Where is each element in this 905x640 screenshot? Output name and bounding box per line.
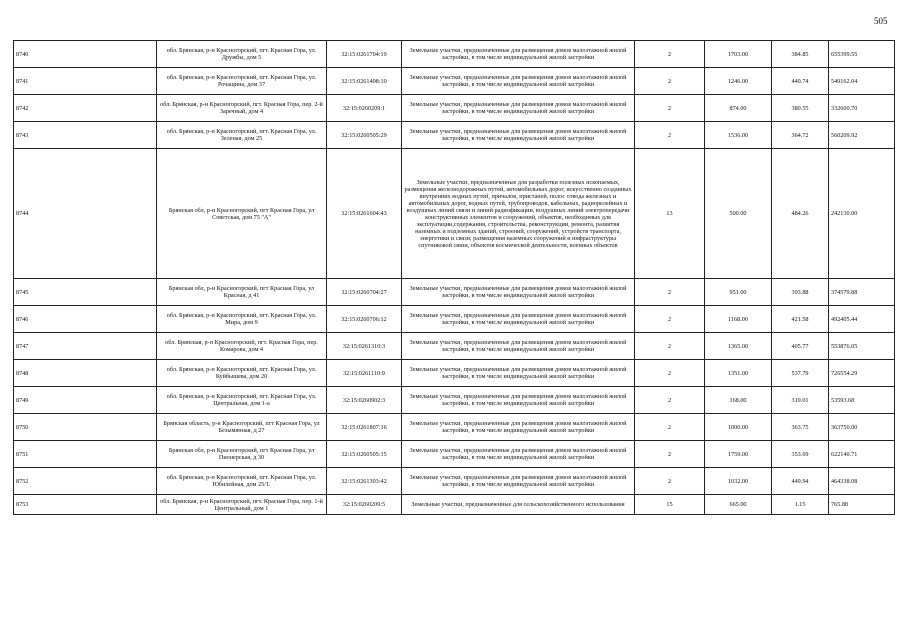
address-cell: обл. Брянская, р-н Красногорский, пгт. Красная Гора, ул. Центральная, дом 1-а [157,387,327,414]
cadastral-value-cell: 726554.29 [829,360,895,387]
area-cell: 1032.00 [705,468,772,495]
specific-value-cell: 364.72 [772,122,829,149]
category-cell: 15 [635,495,705,515]
record-number-cell: 8744 [14,149,157,279]
permitted-use-cell: Земельные участки, предназначенные для размещения домов малоэтажной жилой застройки, в том числе индивидуальной жилой застройки [402,306,635,333]
table-row [14,387,895,414]
specific-value-cell: 384.85 [772,41,829,68]
cadastral-value-cell: 332600.70 [829,95,895,122]
specific-value-cell: 449.94 [772,468,829,495]
address-cell: Брянская обл, р-н Красногорский, пгт Красная Гора, ул Советская, дом 75 "А" [157,149,327,279]
cadastral-number-cell: 32:15:0261110:9 [327,360,402,387]
category-cell: 2 [635,333,705,360]
area-cell: 1246.00 [705,68,772,95]
area-cell: 1536.00 [705,122,772,149]
record-number-cell: 8748 [14,360,157,387]
record-number-cell: 8753 [14,495,157,515]
address-cell: обл. Брянская, р-н Красногорский, пгт. Красная Гора, ул. Зеленая, дом 25 [157,122,327,149]
cadastral-number-cell: 32:15:0260902:3 [327,387,402,414]
cadastral-value-cell: 492405.44 [829,306,895,333]
table-body [14,41,895,515]
record-number-cell: 8747 [14,333,157,360]
table-row [14,441,895,468]
specific-value-cell: 537.79 [772,360,829,387]
category-cell: 2 [635,122,705,149]
address-cell: обл. Брянская, р-н Красногорский, пгт. Красная Гора, ул. Мира, дом 9 [157,306,327,333]
permitted-use-cell: Земельные участки, предназначенные для разработки полезных ископаемых, размещения железнодорожных путей, автомобильных дорог, искусственно созданных внутренних водных путей, причалов, пристаней, полос отвода железных и автомобильных дорог, водных путей, трубопроводов, кабельных, радиорелейных и воздушных линий связи и линий радиофикации, воздушных линий электропередачи конструктивных элементов и сооружений, объектов, необходимых для эксплуатации,содержания, строительства, реконструкции, ремонта, развития наземных и подземных зданий, строений, сооружений, устройств транспорта, энергетики и связи; размещения наземных сооружений и инфраструктуры спутниковой связи, объектов космической деятельности, военных объектов [402,149,635,279]
cadastral-value-cell: 622140.71 [829,441,895,468]
cadastral-value-cell: 553876.05 [829,333,895,360]
record-number-cell: 8741 [14,68,157,95]
specific-value-cell: 363.75 [772,414,829,441]
table-row [14,495,895,515]
area-cell: 1703.00 [705,41,772,68]
table-row [14,41,895,68]
record-number-cell: 8745 [14,279,157,306]
specific-value-cell: 484.26 [772,149,829,279]
table-row [14,122,895,149]
table-row [14,149,895,279]
category-cell: 13 [635,149,705,279]
page-number: 505 [874,16,888,26]
table-row [14,95,895,122]
cadastral-value-cell: 560209.92 [829,122,895,149]
cadastral-value-cell: 765.88 [829,495,895,515]
permitted-use-cell: Земельные участки, предназначенные для размещения домов малоэтажной жилой застройки, в том числе индивидуальной жилой застройки [402,279,635,306]
specific-value-cell: 1.15 [772,495,829,515]
address-cell: обл. Брянская, р-н Красногорский, пгт. Красная Гора, ул. Рочащина, дом 37 [157,68,327,95]
cadastral-value-cell: 374579.88 [829,279,895,306]
address-cell: обл. Брянская, р-н Красногорский, пгт. Красная Гора, пер. 2-й Заречный, дом 4 [157,95,327,122]
table-row [14,333,895,360]
table-row [14,68,895,95]
category-cell: 2 [635,68,705,95]
cadastral-value-cell: 655399.55 [829,41,895,68]
address-cell: обл. Брянская, р-н Красногорский, пгт. Красная Гора, пер. Комарова, дом 4 [157,333,327,360]
specific-value-cell: 421.58 [772,306,829,333]
cadastral-number-cell: 32:15:0261303:42 [327,468,402,495]
permitted-use-cell: Земельные участки, предназначенные для сельскохозяйственного использования [402,495,635,515]
specific-value-cell: 319.01 [772,387,829,414]
area-cell: 1000.00 [705,414,772,441]
category-cell: 2 [635,441,705,468]
cadastral-number-cell: 32:15:0260209:1 [327,95,402,122]
category-cell: 2 [635,414,705,441]
table-row [14,468,895,495]
area-cell: 1759.00 [705,441,772,468]
table-row [14,306,895,333]
table-row [14,360,895,387]
permitted-use-cell: Земельные участки, предназначенные для размещения домов малоэтажной жилой застройки, в том числе индивидуальной жилой застройки [402,95,635,122]
specific-value-cell: 440.74 [772,68,829,95]
cadastral-number-cell: 32:15:0260706:12 [327,306,402,333]
permitted-use-cell: Земельные участки, предназначенные для размещения домов малоэтажной жилой застройки, в том числе индивидуальной жилой застройки [402,468,635,495]
address-cell: обл. Брянская, р-н Красногорский, пгт. Красная Гора, ул. Куйбышева, дом 20 [157,360,327,387]
land-registry-table [13,40,895,515]
specific-value-cell: 393.88 [772,279,829,306]
area-cell: 168.00 [705,387,772,414]
cadastral-value-cell: 464338.08 [829,468,895,495]
specific-value-cell: 380.55 [772,95,829,122]
record-number-cell: 8751 [14,441,157,468]
cadastral-value-cell: 53593.68 [829,387,895,414]
permitted-use-cell: Земельные участки, предназначенные для размещения домов малоэтажной жилой застройки, в том числе индивидуальной жилой застройки [402,360,635,387]
record-number-cell: 8743 [14,122,157,149]
record-number-cell: 8746 [14,306,157,333]
area-cell: 665.00 [705,495,772,515]
permitted-use-cell: Земельные участки, предназначенные для размещения домов малоэтажной жилой застройки, в том числе индивидуальной жилой застройки [402,387,635,414]
record-number-cell: 8750 [14,414,157,441]
cadastral-number-cell: 32:15:0260505:29 [327,122,402,149]
address-cell: обл. Брянская, р-н Красногорский, пгт. Красная Гора, пер. 1-й Центральный, дом 1 [157,495,327,515]
area-cell: 500.00 [705,149,772,279]
cadastral-number-cell: 32:15:0260704:27 [327,279,402,306]
permitted-use-cell: Земельные участки, предназначенные для размещения домов малоэтажной жилой застройки, в том числе индивидуальной жилой застройки [402,414,635,441]
table-row [14,414,895,441]
cadastral-number-cell: 32:15:0261704:19 [327,41,402,68]
cadastral-value-cell: 363750.00 [829,414,895,441]
area-cell: 951.00 [705,279,772,306]
cadastral-value-cell: 549162.04 [829,68,895,95]
record-number-cell: 8740 [14,41,157,68]
address-cell: Брянская область, р-н Красногорский, пгт Красная Гора, ул Безымянная, д 27 [157,414,327,441]
permitted-use-cell: Земельные участки, предназначенные для размещения домов малоэтажной жилой застройки, в том числе индивидуальной жилой застройки [402,333,635,360]
permitted-use-cell: Земельные участки, предназначенные для размещения домов малоэтажной жилой застройки, в том числе индивидуальной жилой застройки [402,68,635,95]
category-cell: 2 [635,279,705,306]
cadastral-number-cell: 32:15:0261310:3 [327,333,402,360]
specific-value-cell: 405.77 [772,333,829,360]
category-cell: 2 [635,41,705,68]
cadastral-number-cell: 32:15:0260505:15 [327,441,402,468]
specific-value-cell: 353.69 [772,441,829,468]
category-cell: 2 [635,468,705,495]
area-cell: 1168.00 [705,306,772,333]
permitted-use-cell: Земельные участки, предназначенные для размещения домов малоэтажной жилой застройки, в том числе индивидуальной жилой застройки [402,41,635,68]
record-number-cell: 8752 [14,468,157,495]
address-cell: Брянская обл, р-н Красногорский, пгт Красная Гора, ул Пионерская, д 30 [157,441,327,468]
address-cell: Брянская обл, р-н Красногорский, пгт Красная Гора, ул Красная, д 41 [157,279,327,306]
area-cell: 1365.00 [705,333,772,360]
address-cell: обл. Брянская, р-н Красногорский, пгт. Красная Гора, ул. Юбилейная, дом 25/1. [157,468,327,495]
cadastral-number-cell: 32:15:0261604:43 [327,149,402,279]
category-cell: 2 [635,387,705,414]
cadastral-number-cell: 32:15:0260209:5 [327,495,402,515]
category-cell: 2 [635,306,705,333]
area-cell: 1351.00 [705,360,772,387]
category-cell: 2 [635,95,705,122]
table-row [14,279,895,306]
category-cell: 2 [635,360,705,387]
record-number-cell: 8742 [14,95,157,122]
area-cell: 874.00 [705,95,772,122]
permitted-use-cell: Земельные участки, предназначенные для размещения домов малоэтажной жилой застройки, в том числе индивидуальной жилой застройки [402,122,635,149]
cadastral-number-cell: 32:15:0261807:16 [327,414,402,441]
address-cell: обл. Брянская, р-н Красногорский, пгт. Красная Гора, ул. Дружбы, дом 5 [157,41,327,68]
permitted-use-cell: Земельные участки, предназначенные для размещения домов малоэтажной жилой застройки, в том числе индивидуальной жилой застройки [402,441,635,468]
record-number-cell: 8749 [14,387,157,414]
cadastral-value-cell: 242130.00 [829,149,895,279]
cadastral-number-cell: 32:15:0261408:10 [327,68,402,95]
